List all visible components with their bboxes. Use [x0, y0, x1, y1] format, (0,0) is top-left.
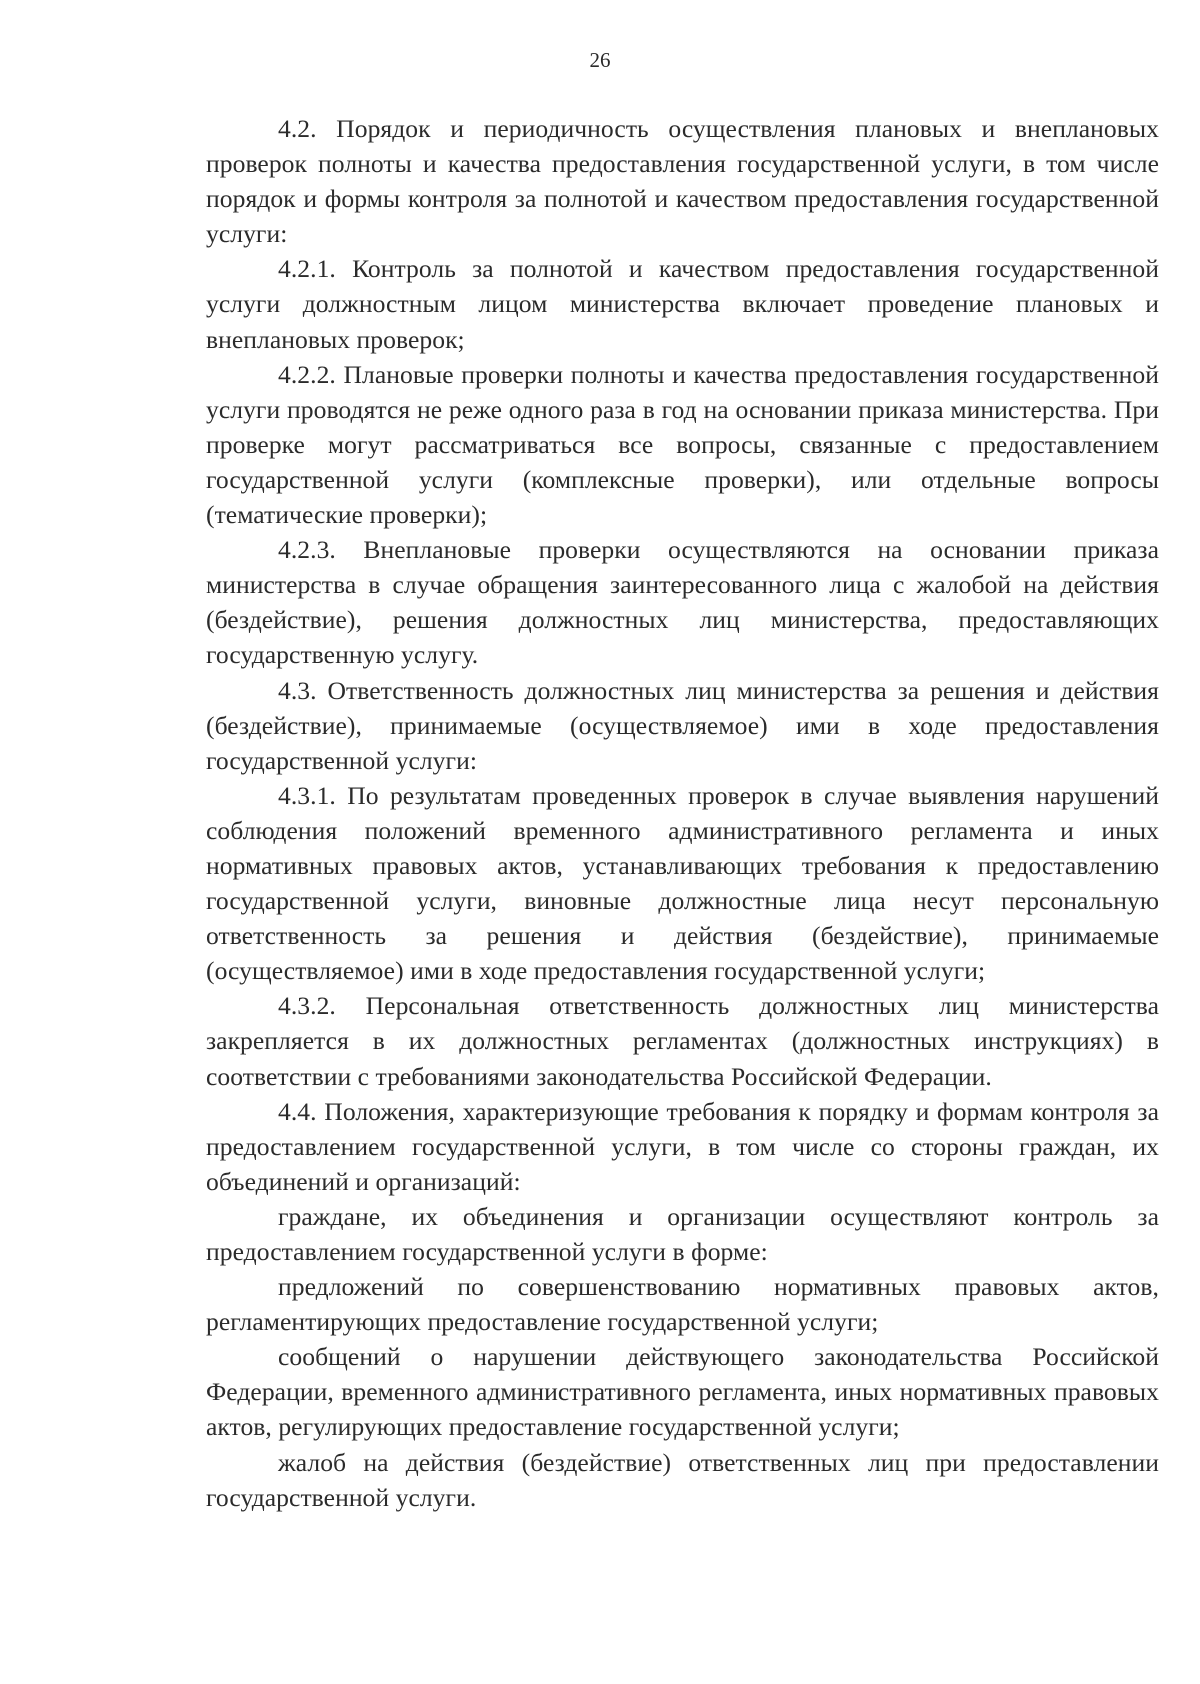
paragraph-4-2-2: 4.2.2. Плановые проверки полноты и качества предоставления государственной услуги проводятся не реже одного раза в год на основании приказа министерства. При проверке могут рассматриваться все вопросы, связанные с предоставлением государственной услуги (комплексные проверки), или отдельные вопросы (тематические проверки);: [206, 359, 1159, 530]
paragraph-complaints: жалоб на действия (бездействие) ответственных лиц при предоставлении государственной услуги.: [206, 1447, 1159, 1512]
paragraph-4-3-1: 4.3.1. По результатам проведенных проверок в случае выявления нарушений соблюдения положений временного административного регламента и иных нормативных правовых актов, устанавливающих требования к предоставлению государственной услуги, виновные должностные лица несут персональную ответственность за решения и действия (бездействие), принимаемые (осуществляемое) ими в ходе предоставления государственной услуги;: [206, 780, 1159, 986]
paragraph-4-4: 4.4. Положения, характеризующие требования к порядку и формам контроля за предоставлением государственной услуги, в том числе со стороны граждан, их объединений и организаций:: [206, 1096, 1159, 1196]
paragraph-reports: сообщений о нарушении действующего законодательства Российской Федерации, временного административного регламента, иных нормативных правовых актов, регулирующих предоставление государственной услуги;: [206, 1342, 1159, 1442]
paragraph-4-2-1: 4.2.1. Контроль за полнотой и качеством предоставления государственной услуги должностным лицом министерства включает проведение плановых и внеплановых проверок;: [206, 254, 1159, 354]
paragraph-proposals: предложений по совершенствованию нормативных правовых актов, регламентирующих предоставление государственной услуги;: [206, 1272, 1159, 1337]
page-number: 26: [589, 48, 611, 72]
paragraph-4-3: 4.3. Ответственность должностных лиц министерства за решения и действия (бездействие), принимаемые (осуществляемое) ими в ходе предоставления государственной услуги:: [206, 675, 1159, 775]
paragraph-4-2-3: 4.2.3. Внеплановые проверки осуществляются на основании приказа министерства в случае обращения заинтересованного лица с жалобой на действия (бездействие), решения должностных лиц министерства, предоставляющих государственную услугу.: [206, 535, 1159, 670]
paragraph-4-2: 4.2. Порядок и периодичность осуществления плановых и внеплановых проверок полноты и качества предоставления государственной услуги, в том числе порядок и формы контроля за полнотой и качеством предоставления государственной услуги:: [206, 114, 1159, 249]
paragraph-control-forms: граждане, их объединения и организации осуществляют контроль за предоставлением государственной услуги в форме:: [206, 1201, 1159, 1266]
document-body: [206, 111, 1159, 1515]
paragraph-4-3-2: 4.3.2. Персональная ответственность должностных лиц министерства закрепляется в их должностных регламентах (должностных инструкциях) в соответствии с требованиями законодательства Российской Федерации.: [206, 991, 1159, 1091]
